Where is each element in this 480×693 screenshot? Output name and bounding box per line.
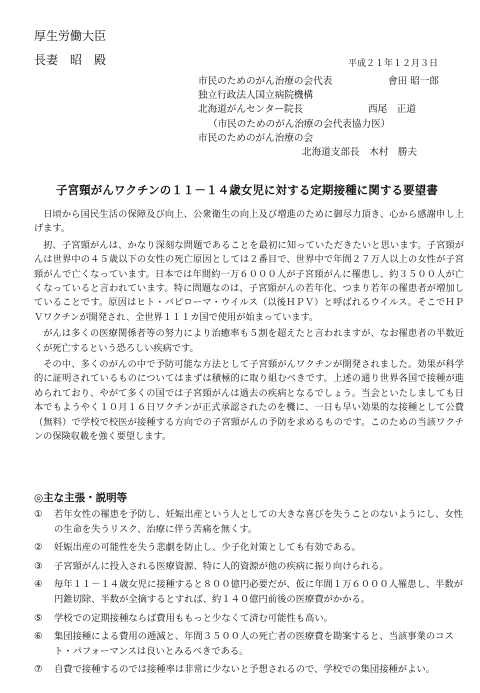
point-text: 毎年１１－１４歳女児に接種すると８００億円必要だが、仮に年間１万６０００人罹患し、半数が円錐切除、半数が全摘するとすれば、約１４０億円前後の医療費がかかる。 bbox=[54, 579, 464, 605]
sender-line bbox=[198, 103, 468, 117]
document-title: 子宮頸がんワクチンの１１－１４歳女児に対する定期接種に関する要望書 bbox=[56, 183, 438, 197]
point-number: ⑤ bbox=[34, 612, 43, 624]
point-text: 集団接種による費用の逓減と、年間３５００人の死亡者の医療費を勘案すると、当該事業のコスト・パフォーマンスは良いとみるべきである。 bbox=[54, 631, 454, 657]
point-number: ⑦ bbox=[34, 664, 43, 676]
sender-line-left: 北海道支部長 木村 勝夫 bbox=[302, 146, 418, 158]
sender-line-left: 北海道がんセンター院長 bbox=[198, 104, 304, 116]
sender-line-left: 市民のためのがん治療の会代表 bbox=[198, 76, 333, 87]
point-number: ② bbox=[34, 542, 43, 554]
main-point-item bbox=[34, 630, 464, 659]
sender-line bbox=[198, 89, 468, 103]
point-text: 子宮頸がんに投入される医療資源、特に人的資源が他の疾病に振り向けられる。 bbox=[54, 560, 389, 572]
sender-line-left: 独立行政法人国立病院機構 bbox=[198, 90, 314, 102]
document-body bbox=[34, 208, 464, 447]
main-point-item bbox=[34, 560, 464, 575]
body-paragraph: 扨、子宮頸がんは、かなり深刻な問題であることを最初に知っていただきたいと思います。子宮頸がんは世界中の４５歳以下の女性の死亡原因としては２番目で、世界中で年間２７万人以上の女性が子宮頸がんで亡くなっています。日本では年間約一万６０００人が子宮頸がんに罹患し、約３５００人が亡くなっていると言われています。特に問題なのは、子宮頸がんの若年化、つまり若年の罹患者が増加していることです。原因はヒト・パピローマ・ウイルス（以後ＨＰＶ）と呼ばれるウイルス。そこでＨＰＶワクチンが開発され、全世界１１１カ国で使用が始まっています。 bbox=[34, 239, 464, 323]
main-point-item bbox=[34, 508, 464, 537]
main-point-item bbox=[34, 541, 464, 556]
sender-line-left: 市民のためのがん治療の会 bbox=[198, 132, 314, 144]
point-number: ① bbox=[34, 509, 43, 520]
point-text: 学校での定期接種ならば費用ももっと少なくて済む可能性も高い。 bbox=[54, 612, 333, 624]
body-paragraph: 日頃から国民生活の保障及び向上、公衆衛生の向上及び増進のために御尽力頂き、心から感謝申し上げます。 bbox=[34, 209, 464, 235]
sender-line bbox=[198, 118, 468, 132]
addressee-name: 長妻 昭 殿 bbox=[34, 53, 107, 67]
sender-line bbox=[198, 146, 468, 160]
main-points-heading: ◎主な主張・説明等 bbox=[34, 492, 128, 504]
sender-block bbox=[198, 75, 468, 160]
body-paragraph: がんは多くの医療関係者等の努力により治癒率も５割を超えたと言われますが、なお罹患者の半数近くが死亡するという恐ろしい疾病です。 bbox=[34, 328, 464, 354]
sender-line-left: （市民のためのがん治療の会代表協力医） bbox=[208, 118, 391, 130]
sender-line-right: 會田 昭一郎 bbox=[388, 76, 440, 87]
addressee-title: 厚生労働大臣 bbox=[34, 29, 107, 43]
main-point-item bbox=[34, 663, 464, 678]
sender-line bbox=[198, 75, 468, 89]
sender-line bbox=[198, 132, 468, 146]
point-number: ⑥ bbox=[34, 631, 43, 643]
point-text: 自費で接種するのでは接種率は非常に少ないと予想されるので、学校での集団接種がよい。 bbox=[54, 664, 435, 676]
point-number: ④ bbox=[34, 579, 43, 591]
main-point-item bbox=[34, 612, 464, 627]
document-date: 平成２１年１２月３日 bbox=[348, 59, 439, 69]
point-text: 妊娠出産の可能性を失う悲劇を防止し、少子化対策としても有効である。 bbox=[54, 542, 361, 554]
main-points-list bbox=[34, 508, 464, 682]
sender-line-right: 西尾 正道 bbox=[368, 104, 416, 116]
addressee-block bbox=[34, 24, 106, 72]
main-point-item bbox=[34, 578, 464, 607]
point-number: ③ bbox=[34, 560, 43, 572]
point-text: 若年女性の罹患を予防し、妊娠出産という人としての大きな喜びを失うことのないようにし、女性の生命を失うリスク、治療に伴う苦痛を無くす。 bbox=[54, 509, 464, 535]
body-paragraph: その中、多くのがんの中で予防可能な方法として子宮頸がんワクチンが開発されました。効果が科学的に証明されているものについてはまずは積極的に取り組むべきです。上述の通り世界各国で接種が進められており、やがて多くの国では子宮頸がんは過去の疾病となるでしょう。当会といたしましても日本でもようやく１０月１６日ワクチンが正式承認されたのを機に、一日も早い効果的な接種として公費（無料）で学校で校医が接種する方向での子宮頸がんの予防を求めるものです。このための当該ワクチンの保険収載を強く要望します。 bbox=[34, 359, 464, 443]
